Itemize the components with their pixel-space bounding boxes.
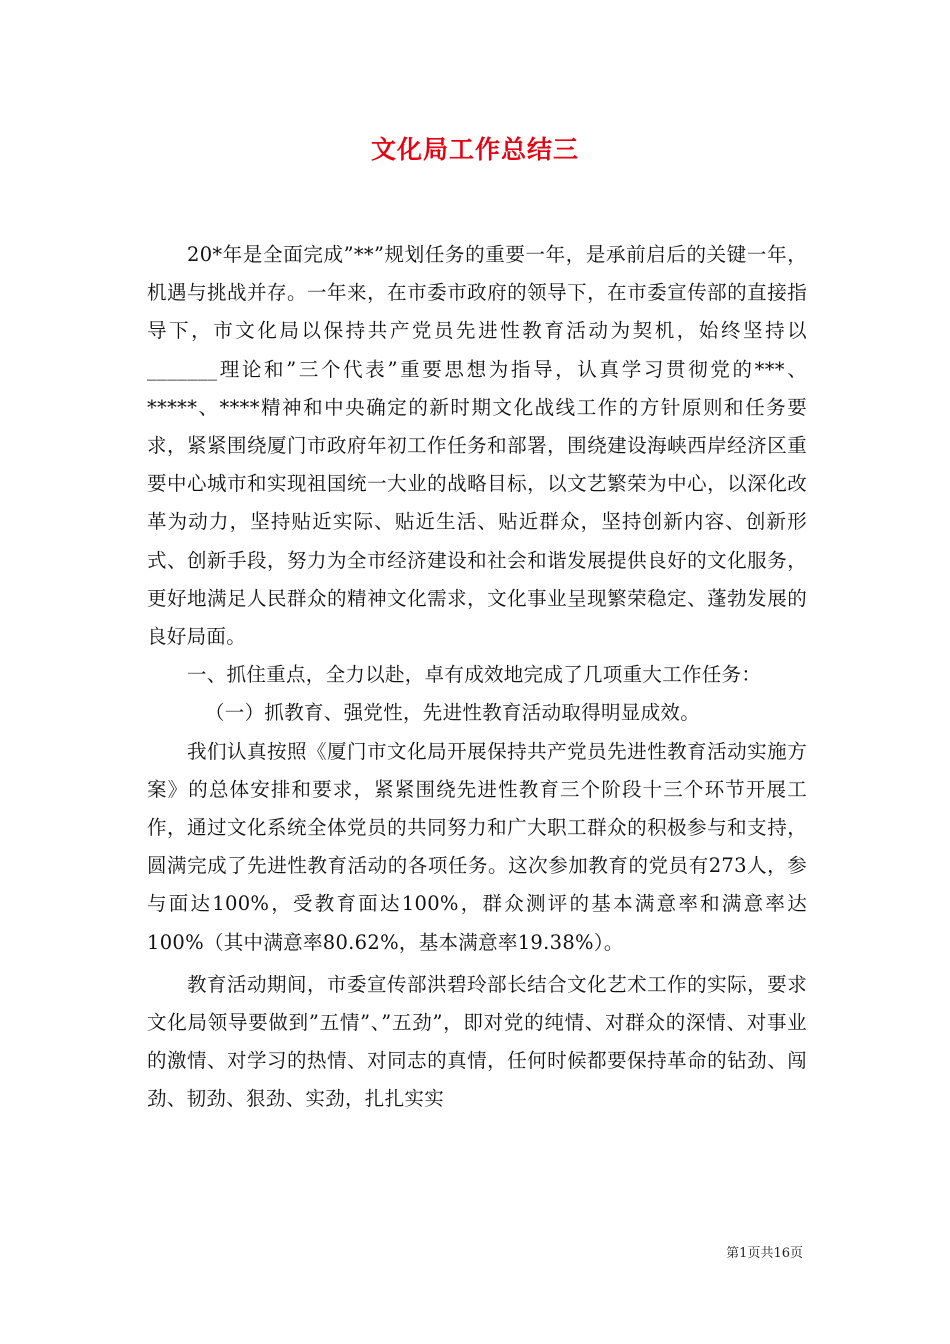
- paragraph-intro: 20*年是全面完成”**”规划任务的重要一年，是承前启后的关键一年，机遇与挑战并存。一年来，在市委市政府的领导下，在市委宣传部的直接指导下，市文化局以保持共产党员先进性教育活动为契机，始终坚持以_______理论和”三个代表”重要思想为指导，认真学习贯彻党的***、*****、****精神和中央确定的新时期文化战线工作的方针原则和任务要求，紧紧围绕厦门市政府年初工作任务和部署，围绕建设海峡西岸经济区重要中心城市和实现祖国统一大业的战略目标，以文艺繁荣为中心，以深化改革为动力，坚持贴近实际、贴近生活、贴近群众，坚持创新内容、创新形式、创新手段，努力为全市经济建设和社会和谐发展提供良好的文化服务，更好地满足人民群众的精神文化需求，文化事业呈现繁荣稳定、蓬勃发展的良好局面。: [147, 243, 807, 649]
- document-title: 文化局工作总结三: [370, 135, 579, 164]
- subsection-heading: （一）抓教育、强党性，先进性教育活动取得明显成效。: [205, 701, 701, 725]
- document-body: [147, 236, 807, 1119]
- paragraph-education: 我们认真按照《厦门市文化局开展保持共产党员先进性教育活动实施方案》的总体安排和要求，紧紧围绕先进性教育三个阶段十三个环节开展工作，通过文化系统全体党员的共同努力和广大职工群众的积极参与和支持，圆满完成了先进性教育活动的各项任务。这次参加教育的党员有273人，参与面达100%，受教育面达100%，群众测评的基本满意率和满意率达100%（其中满意率80.62%，基本满意率19.38%）。: [147, 739, 807, 954]
- page-number: 第1页共16页: [726, 1246, 803, 1261]
- paragraph-activity: 教育活动期间，市委宣传部洪碧玲部长结合文化艺术工作的实际，要求文化局领导要做到”五情”、”五劲”，即对党的纯情、对群众的深情、对事业的激情、对学习的热情、对同志的真情，任何时候都要保持革命的钻劲、闯劲、韧劲、狠劲、实劲，扎扎实实: [147, 972, 807, 1111]
- section-heading: 一、抓住重点，全力以赴，卓有成效地完成了几项重大工作任务：: [187, 663, 762, 687]
